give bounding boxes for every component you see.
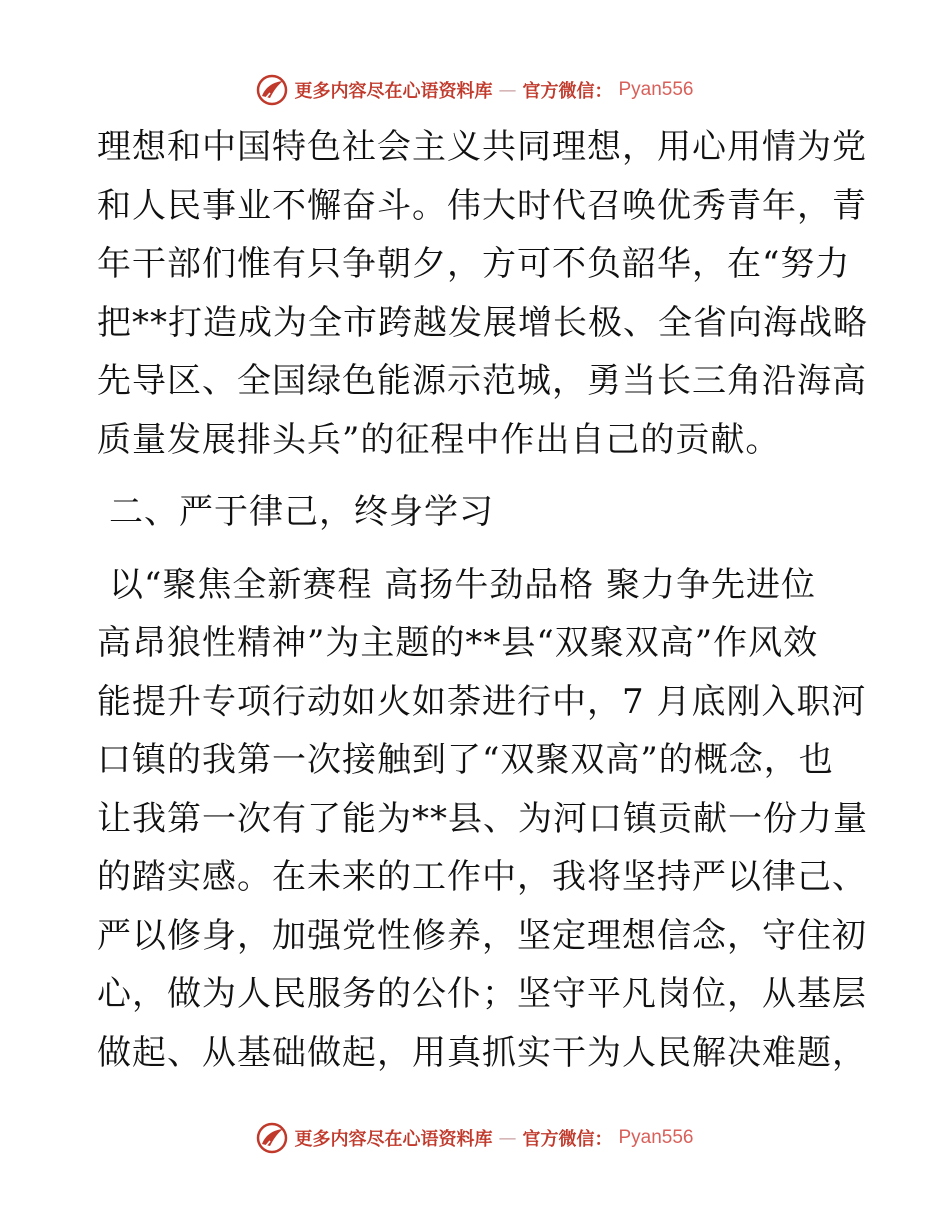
text-line: 让我第一次有了能为**县、为河口镇贡献一份力量	[97, 798, 868, 839]
paragraph-1	[97, 118, 868, 469]
text-line: 质量发展排头兵”的征程中作出自己的贡献。	[97, 419, 781, 460]
text-line: 口镇的我第一次接触到了“双聚双高”的概念，也	[97, 740, 834, 780]
watermark-separator: —	[498, 79, 517, 101]
text-line: 高昂狼性精神”为主题的**县“双聚双高”作风效	[97, 623, 819, 663]
paragraph-2	[97, 556, 868, 1083]
watermark-brand-text: 更多内容尽在心语资料库	[294, 81, 493, 102]
brand-logo-icon	[256, 74, 288, 106]
text-line: 年干部们惟有只争朝夕，方可不负韶华，在“努力	[97, 244, 851, 284]
text-line: 的踏实感。在未来的工作中，我将坚持严以律己、	[97, 857, 867, 897]
text-line: 先导区、全国绿色能源示范城，勇当长三角沿海高	[97, 361, 867, 401]
text-line: 把**打造成为全市跨越发展增长极、全省向海战略	[97, 302, 868, 343]
text-line: 能提升专项行动如火如荼进行中，7 月底刚入职河	[97, 681, 867, 722]
text-line: 和人民事业不懈奋斗。伟大时代召唤优秀青年，青	[97, 185, 867, 226]
section-heading: 二、严于律己，终身学习	[109, 492, 494, 532]
text-line: 做起、从基础做起，用真抓实干为人民解决难题，	[97, 1032, 867, 1073]
text-line: 理想和中国特色社会主义共同理想，用心用情为党	[97, 127, 867, 167]
watermark-brand-text: 更多内容尽在心语资料库	[294, 1129, 493, 1150]
watermark-wechat-id: Pyan556	[618, 79, 694, 100]
footer-watermark	[0, 1118, 950, 1158]
document-body	[97, 118, 868, 1082]
brand-logo-icon	[256, 1122, 288, 1154]
watermark-official-label: 官方微信：	[522, 81, 613, 102]
text-line: 严以修身，加强党性修养，坚定理想信念，守住初	[97, 915, 867, 956]
header-watermark	[0, 70, 950, 110]
watermark-wechat-id: Pyan556	[618, 1127, 694, 1148]
watermark-separator: —	[498, 1127, 517, 1149]
text-line: 以“聚焦全新赛程 高扬牛劲品格 聚力争先进位	[109, 564, 816, 605]
text-line: 心，做为人民服务的公仆；坚守平凡岗位，从基层	[97, 974, 867, 1014]
watermark-official-label: 官方微信：	[522, 1129, 613, 1150]
